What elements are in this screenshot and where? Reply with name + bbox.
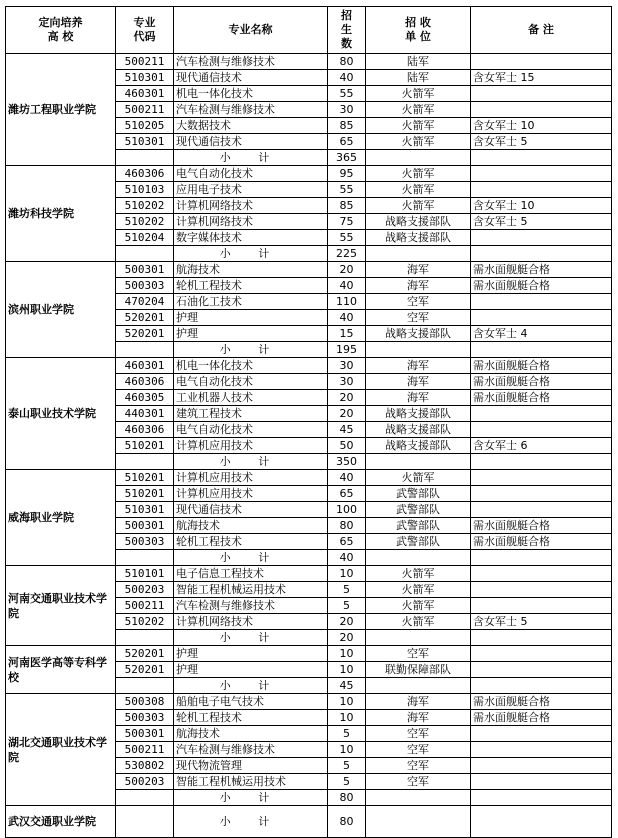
- major-name: 轮机工程技术: [174, 278, 328, 294]
- empty-cell: [471, 150, 612, 166]
- major-name: 护理: [174, 326, 328, 342]
- recruiting-unit: 海军: [366, 262, 471, 278]
- major-code: 510103: [116, 182, 174, 198]
- major-code: 460306: [116, 166, 174, 182]
- empty-cell: [471, 454, 612, 470]
- major-name: 汽车检测与维修技术: [174, 102, 328, 118]
- remark: [471, 726, 612, 742]
- recruiting-unit: 空军: [366, 774, 471, 790]
- enrollment-count: 30: [328, 374, 366, 390]
- remark: [471, 662, 612, 678]
- remark: 需水面舰艇合格: [471, 262, 612, 278]
- enrollment-count: 20: [328, 262, 366, 278]
- recruiting-unit: 武警部队: [366, 534, 471, 550]
- remark: 需水面舰艇合格: [471, 358, 612, 374]
- recruiting-unit: 空军: [366, 310, 471, 326]
- recruiting-unit: 武警部队: [366, 518, 471, 534]
- major-code: 460301: [116, 86, 174, 102]
- major-name: 计算机网络技术: [174, 214, 328, 230]
- empty-cell: [116, 150, 174, 166]
- subtotal-label: 小 计: [174, 342, 328, 358]
- recruiting-unit: 陆军: [366, 54, 471, 70]
- table-row: [6, 358, 612, 374]
- empty-cell: [471, 678, 612, 694]
- enrollment-count: 20: [328, 390, 366, 406]
- major-name: 电子信息工程技术: [174, 566, 328, 582]
- recruiting-unit: 海军: [366, 358, 471, 374]
- enrollment-count: 40: [328, 278, 366, 294]
- recruiting-unit: 战略支援部队: [366, 326, 471, 342]
- recruiting-unit: 海军: [366, 694, 471, 710]
- recruiting-unit: 火箭军: [366, 614, 471, 630]
- header-unit: 招 收 单 位: [366, 7, 471, 54]
- major-name: 汽车检测与维修技术: [174, 598, 328, 614]
- major-name: 现代通信技术: [174, 502, 328, 518]
- recruiting-unit: 空军: [366, 294, 471, 310]
- major-name: 机电一体化技术: [174, 358, 328, 374]
- major-name: 计算机应用技术: [174, 486, 328, 502]
- recruiting-unit: 战略支援部队: [366, 214, 471, 230]
- subtotal-label: 小 计: [174, 550, 328, 566]
- table-row: [6, 54, 612, 70]
- empty-cell: [471, 630, 612, 646]
- major-name: 建筑工程技术: [174, 406, 328, 422]
- recruiting-unit: 海军: [366, 710, 471, 726]
- enrollment-count: 50: [328, 438, 366, 454]
- major-code: 460305: [116, 390, 174, 406]
- recruiting-unit: 空军: [366, 646, 471, 662]
- header-major: 专业名称: [174, 7, 328, 54]
- empty-cell: [116, 550, 174, 566]
- remark: [471, 470, 612, 486]
- major-name: 计算机网络技术: [174, 614, 328, 630]
- major-code: 500211: [116, 598, 174, 614]
- school-name: 滨州职业学院: [6, 262, 116, 358]
- major-name: 护理: [174, 646, 328, 662]
- subtotal-count: 80: [328, 806, 366, 838]
- major-name: 现代通信技术: [174, 70, 328, 86]
- subtotal-count: 195: [328, 342, 366, 358]
- remark: [471, 502, 612, 518]
- major-name: 应用电子技术: [174, 182, 328, 198]
- remark: 含女军士 5: [471, 214, 612, 230]
- recruiting-unit: 火箭军: [366, 118, 471, 134]
- enrollment-count: 20: [328, 614, 366, 630]
- major-code: 440301: [116, 406, 174, 422]
- enrollment-count: 5: [328, 582, 366, 598]
- major-name: 数字媒体技术: [174, 230, 328, 246]
- major-name: 现代物流管理: [174, 758, 328, 774]
- major-code: 510205: [116, 118, 174, 134]
- major-code: 500301: [116, 262, 174, 278]
- major-code: 500301: [116, 726, 174, 742]
- remark: [471, 582, 612, 598]
- table-row: [6, 806, 612, 838]
- subtotal-label: 小 计: [174, 150, 328, 166]
- enrollment-count: 75: [328, 214, 366, 230]
- major-code: 520201: [116, 646, 174, 662]
- empty-cell: [116, 678, 174, 694]
- enrollment-count: 85: [328, 118, 366, 134]
- empty-cell: [366, 550, 471, 566]
- table-row: [6, 694, 612, 710]
- header-school: 定向培养 高 校: [6, 7, 116, 54]
- recruiting-unit: 战略支援部队: [366, 406, 471, 422]
- empty-cell: [471, 342, 612, 358]
- enrollment-count: 10: [328, 646, 366, 662]
- recruiting-unit: 武警部队: [366, 502, 471, 518]
- recruiting-unit: 空军: [366, 742, 471, 758]
- recruiting-unit: 火箭军: [366, 198, 471, 214]
- major-name: 航海技术: [174, 726, 328, 742]
- enrollment-count: 85: [328, 198, 366, 214]
- subtotal-label: 小 计: [174, 246, 328, 262]
- table-row: [6, 646, 612, 662]
- remark: [471, 774, 612, 790]
- major-code: 510301: [116, 502, 174, 518]
- enrollment-count: 40: [328, 470, 366, 486]
- empty-cell: [366, 246, 471, 262]
- enrollment-count: 80: [328, 518, 366, 534]
- remark: [471, 102, 612, 118]
- remark: 含女军士 10: [471, 198, 612, 214]
- major-name: 大数据技术: [174, 118, 328, 134]
- recruiting-unit: 火箭军: [366, 102, 471, 118]
- major-code: 460306: [116, 422, 174, 438]
- remark: 需水面舰艇合格: [471, 694, 612, 710]
- recruiting-unit: 火箭军: [366, 470, 471, 486]
- enrollment-count: 5: [328, 598, 366, 614]
- major-name: 船舶电子电气技术: [174, 694, 328, 710]
- major-code: 470204: [116, 294, 174, 310]
- remark: 含女军士 10: [471, 118, 612, 134]
- major-name: 轮机工程技术: [174, 710, 328, 726]
- enrollment-count: 30: [328, 102, 366, 118]
- major-code: 500211: [116, 54, 174, 70]
- empty-cell: [366, 806, 471, 838]
- major-name: 电气自动化技术: [174, 422, 328, 438]
- enrollment-count: 100: [328, 502, 366, 518]
- empty-cell: [116, 790, 174, 806]
- major-code: 510204: [116, 230, 174, 246]
- empty-cell: [116, 454, 174, 470]
- subtotal-label: 小 计: [174, 790, 328, 806]
- subtotal-count: 225: [328, 246, 366, 262]
- remark: 含女军士 4: [471, 326, 612, 342]
- major-code: 530802: [116, 758, 174, 774]
- enrollment-count: 95: [328, 166, 366, 182]
- recruiting-unit: 火箭军: [366, 582, 471, 598]
- recruiting-unit: 火箭军: [366, 598, 471, 614]
- recruiting-unit: 海军: [366, 278, 471, 294]
- school-name: 武汉交通职业学院: [6, 806, 116, 838]
- school-name: 威海职业学院: [6, 470, 116, 566]
- recruiting-unit: 火箭军: [366, 566, 471, 582]
- subtotal-count: 45: [328, 678, 366, 694]
- major-code: 510101: [116, 566, 174, 582]
- enrollment-count: 65: [328, 134, 366, 150]
- remark: 需水面舰艇合格: [471, 374, 612, 390]
- major-name: 汽车检测与维修技术: [174, 742, 328, 758]
- major-name: 石油化工技术: [174, 294, 328, 310]
- enrollment-table: [5, 6, 612, 838]
- remark: 需水面舰艇合格: [471, 710, 612, 726]
- remark: [471, 422, 612, 438]
- major-name: 机电一体化技术: [174, 86, 328, 102]
- remark: [471, 230, 612, 246]
- major-code: 510202: [116, 614, 174, 630]
- remark: 含女军士 5: [471, 134, 612, 150]
- recruiting-unit: 战略支援部队: [366, 422, 471, 438]
- remark: [471, 758, 612, 774]
- major-code: 500303: [116, 278, 174, 294]
- major-code: 510201: [116, 486, 174, 502]
- major-name: 计算机应用技术: [174, 470, 328, 486]
- subtotal-count: 350: [328, 454, 366, 470]
- enrollment-count: 40: [328, 310, 366, 326]
- major-name: 护理: [174, 662, 328, 678]
- remark: 需水面舰艇合格: [471, 278, 612, 294]
- empty-cell: [116, 630, 174, 646]
- subtotal-label: 小 计: [174, 678, 328, 694]
- subtotal-label: 小 计: [174, 806, 328, 838]
- major-code: 500211: [116, 742, 174, 758]
- remark: 含女军士 5: [471, 614, 612, 630]
- major-code: 510202: [116, 198, 174, 214]
- major-code: 510301: [116, 70, 174, 86]
- table-row: [6, 470, 612, 486]
- enrollment-count: 55: [328, 230, 366, 246]
- major-code: 500203: [116, 582, 174, 598]
- remark: [471, 166, 612, 182]
- major-code: 500301: [116, 518, 174, 534]
- recruiting-unit: 海军: [366, 374, 471, 390]
- remark: [471, 294, 612, 310]
- major-name: 汽车检测与维修技术: [174, 54, 328, 70]
- enrollment-count: 10: [328, 662, 366, 678]
- empty-cell: [366, 790, 471, 806]
- empty-cell: [116, 806, 174, 838]
- major-name: 智能工程机械运用技术: [174, 774, 328, 790]
- remark: [471, 598, 612, 614]
- remark: [471, 310, 612, 326]
- remark: 需水面舰艇合格: [471, 534, 612, 550]
- table-body: [6, 54, 612, 838]
- remark: [471, 486, 612, 502]
- header-row: [6, 7, 612, 54]
- major-code: 510202: [116, 214, 174, 230]
- empty-cell: [366, 454, 471, 470]
- enrollment-count: 5: [328, 758, 366, 774]
- empty-cell: [116, 246, 174, 262]
- major-name: 计算机应用技术: [174, 438, 328, 454]
- major-name: 轮机工程技术: [174, 534, 328, 550]
- enrollment-count: 65: [328, 534, 366, 550]
- major-code: 520201: [116, 310, 174, 326]
- remark: 需水面舰艇合格: [471, 518, 612, 534]
- major-name: 航海技术: [174, 518, 328, 534]
- remark: 含女军士 6: [471, 438, 612, 454]
- major-code: 520201: [116, 326, 174, 342]
- recruiting-unit: 火箭军: [366, 166, 471, 182]
- subtotal-count: 365: [328, 150, 366, 166]
- major-name: 航海技术: [174, 262, 328, 278]
- major-code: 500211: [116, 102, 174, 118]
- major-code: 460306: [116, 374, 174, 390]
- school-name: 潍坊科技学院: [6, 166, 116, 262]
- enrollment-count: 80: [328, 54, 366, 70]
- enrollment-count: 10: [328, 566, 366, 582]
- enrollment-count: 110: [328, 294, 366, 310]
- empty-cell: [471, 806, 612, 838]
- major-code: 460301: [116, 358, 174, 374]
- recruiting-unit: 联勤保障部队: [366, 662, 471, 678]
- enrollment-count: 55: [328, 182, 366, 198]
- remark: [471, 54, 612, 70]
- remark: [471, 742, 612, 758]
- major-name: 护理: [174, 310, 328, 326]
- empty-cell: [366, 342, 471, 358]
- enrollment-count: 10: [328, 742, 366, 758]
- major-code: 500303: [116, 534, 174, 550]
- enrollment-count: 30: [328, 358, 366, 374]
- empty-cell: [366, 150, 471, 166]
- enrollment-count: 10: [328, 694, 366, 710]
- enrollment-count: 5: [328, 774, 366, 790]
- recruiting-unit: 火箭军: [366, 86, 471, 102]
- empty-cell: [471, 790, 612, 806]
- subtotal-label: 小 计: [174, 454, 328, 470]
- enrollment-count: 5: [328, 726, 366, 742]
- empty-cell: [366, 678, 471, 694]
- table-row: [6, 166, 612, 182]
- major-code: 510201: [116, 470, 174, 486]
- empty-cell: [471, 550, 612, 566]
- recruiting-unit: 空军: [366, 726, 471, 742]
- enrollment-count: 10: [328, 710, 366, 726]
- subtotal-label: 小 计: [174, 630, 328, 646]
- remark: [471, 406, 612, 422]
- recruiting-unit: 武警部队: [366, 486, 471, 502]
- header-note: 备 注: [471, 7, 612, 54]
- subtotal-count: 80: [328, 790, 366, 806]
- recruiting-unit: 战略支援部队: [366, 230, 471, 246]
- remark: 需水面舰艇合格: [471, 390, 612, 406]
- school-name: 河南医学高等专科学校: [6, 646, 116, 694]
- remark: 含女军士 15: [471, 70, 612, 86]
- school-name: 湖北交通职业技术学院: [6, 694, 116, 806]
- enrollment-count: 20: [328, 406, 366, 422]
- enrollment-count: 55: [328, 86, 366, 102]
- major-code: 510201: [116, 438, 174, 454]
- major-code: 500203: [116, 774, 174, 790]
- recruiting-unit: 战略支援部队: [366, 438, 471, 454]
- school-name: 潍坊工程职业学院: [6, 54, 116, 166]
- recruiting-unit: 空军: [366, 758, 471, 774]
- major-name: 现代通信技术: [174, 134, 328, 150]
- recruiting-unit: 海军: [366, 390, 471, 406]
- remark: [471, 646, 612, 662]
- major-name: 计算机网络技术: [174, 198, 328, 214]
- empty-cell: [366, 630, 471, 646]
- recruiting-unit: 火箭军: [366, 134, 471, 150]
- table-row: [6, 262, 612, 278]
- enrollment-count: 15: [328, 326, 366, 342]
- remark: [471, 182, 612, 198]
- subtotal-count: 40: [328, 550, 366, 566]
- enrollment-count: 45: [328, 422, 366, 438]
- header-count: 招 生 数: [328, 7, 366, 54]
- recruiting-unit: 陆军: [366, 70, 471, 86]
- major-code: 500308: [116, 694, 174, 710]
- remark: [471, 86, 612, 102]
- major-name: 电气自动化技术: [174, 374, 328, 390]
- major-code: 500303: [116, 710, 174, 726]
- enrollment-count: 40: [328, 70, 366, 86]
- major-code: 520201: [116, 662, 174, 678]
- remark: [471, 566, 612, 582]
- school-name: 泰山职业技术学院: [6, 358, 116, 470]
- subtotal-count: 20: [328, 630, 366, 646]
- major-name: 智能工程机械运用技术: [174, 582, 328, 598]
- header-code: 专业 代码: [116, 7, 174, 54]
- recruiting-unit: 火箭军: [366, 182, 471, 198]
- empty-cell: [116, 342, 174, 358]
- enrollment-count: 65: [328, 486, 366, 502]
- major-name: 工业机器人技术: [174, 390, 328, 406]
- empty-cell: [471, 246, 612, 262]
- major-code: 510301: [116, 134, 174, 150]
- table-row: [6, 566, 612, 582]
- major-name: 电气自动化技术: [174, 166, 328, 182]
- school-name: 河南交通职业技术学院: [6, 566, 116, 646]
